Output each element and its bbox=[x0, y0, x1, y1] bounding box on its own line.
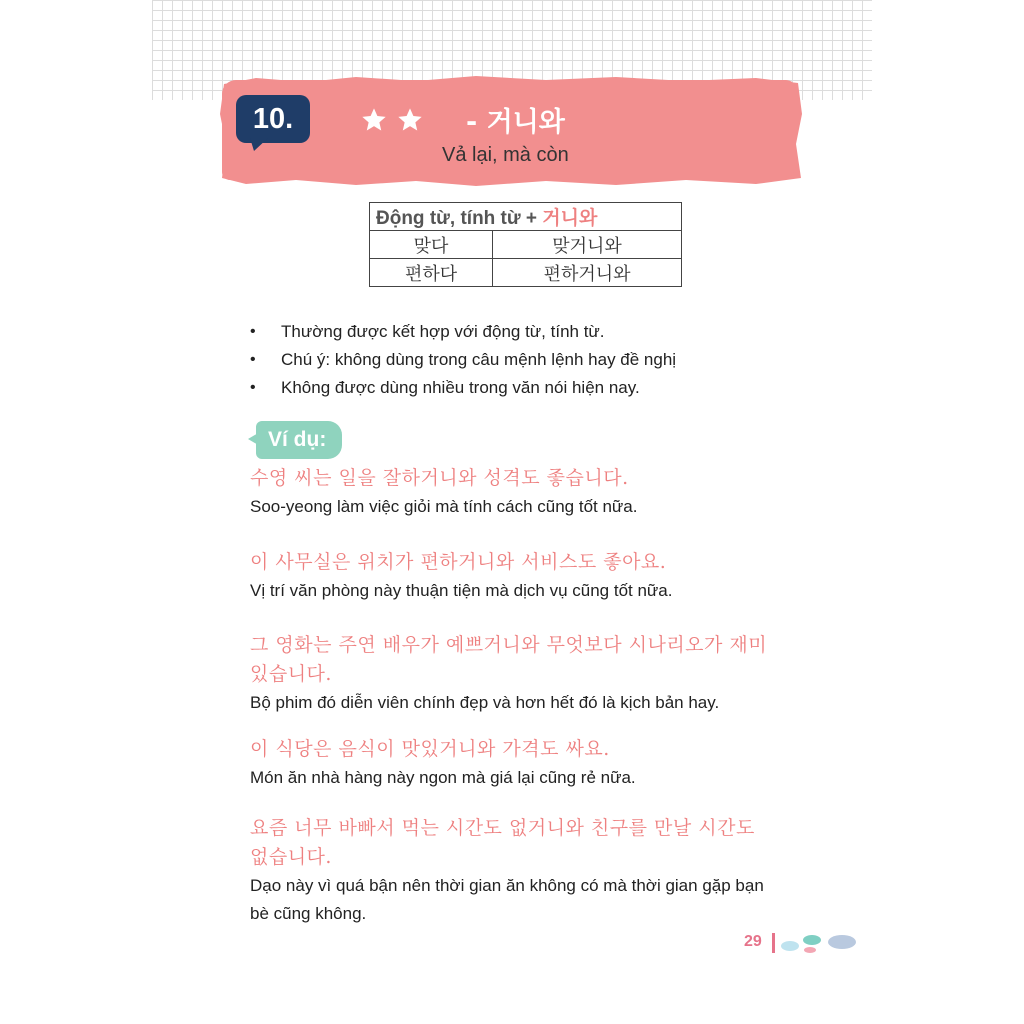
table-cell-conjugated: 편하거니와 bbox=[493, 259, 682, 287]
table-row bbox=[370, 259, 682, 287]
table-cell-conjugated: 맞거니와 bbox=[493, 231, 682, 259]
lesson-number-badge: 10. bbox=[236, 95, 310, 143]
bullet-icon: • bbox=[250, 379, 256, 396]
example-korean: 이 사무실은 위치가 편하거니와 서비스도 좋아요. bbox=[250, 551, 667, 573]
example-vietnamese: Vị trí văn phòng này thuận tiện mà dịch vụ cũng tốt nữa. bbox=[250, 581, 673, 600]
bullet-icon: • bbox=[250, 323, 256, 340]
example-item bbox=[250, 814, 775, 928]
formula-head-suffix: 거니와 bbox=[542, 208, 598, 229]
example-vietnamese: Soo-yeong làm việc giỏi mà tính cách cũng tốt nữa. bbox=[250, 497, 638, 516]
table-cell-base: 편하다 bbox=[370, 259, 493, 287]
list-item bbox=[250, 374, 676, 402]
example-item bbox=[250, 548, 775, 605]
star-icon bbox=[360, 106, 388, 134]
formula-table bbox=[369, 202, 682, 287]
bullet-icon: • bbox=[250, 351, 256, 368]
list-item bbox=[250, 318, 676, 346]
example-vietnamese: Dạo này vì quá bận nên thời gian ăn không có mà thời gian gặp bạn bè cũng không. bbox=[250, 876, 764, 923]
example-vietnamese: Món ăn nhà hàng này ngon mà giá lại cũng rẻ nữa. bbox=[250, 768, 636, 787]
difficulty-stars bbox=[360, 106, 424, 134]
formula-table-header-row bbox=[370, 203, 682, 231]
usage-notes bbox=[250, 318, 676, 402]
example-label: Ví dụ: bbox=[256, 421, 342, 459]
grammar-title: - 거니와 bbox=[466, 107, 565, 138]
page-number: 29 bbox=[744, 933, 762, 950]
example-item bbox=[250, 464, 775, 521]
table-row bbox=[370, 231, 682, 259]
example-korean: 수영 씨는 일을 잘하거니와 성격도 좋습니다. bbox=[250, 467, 629, 489]
example-korean: 요즘 너무 바빠서 먹는 시간도 없거니와 친구를 만날 시간도 없습니다. bbox=[250, 817, 755, 868]
example-item bbox=[250, 735, 775, 792]
note-text: Thường được kết hợp với động từ, tính từ. bbox=[281, 322, 605, 341]
grammar-meaning: Vả lại, mà còn bbox=[442, 144, 569, 166]
example-item bbox=[250, 631, 775, 717]
example-korean: 이 식당은 음식이 맛있거니와 가격도 싸요. bbox=[250, 738, 610, 760]
star-icon bbox=[396, 106, 424, 134]
badge-tail bbox=[250, 138, 270, 152]
note-text: Không được dùng nhiều trong văn nói hiện nay. bbox=[281, 378, 640, 397]
page-number-divider bbox=[772, 933, 775, 953]
table-cell-base: 맞다 bbox=[370, 231, 493, 259]
example-korean: 그 영화는 주연 배우가 예쁘거니와 무엇보다 시나리오가 재미있습니다. bbox=[250, 634, 768, 685]
cloud-icon bbox=[780, 930, 860, 956]
formula-head-prefix: Động từ, tính từ + bbox=[376, 208, 543, 229]
formula-header-cell bbox=[370, 203, 682, 231]
list-item bbox=[250, 346, 676, 374]
example-vietnamese: Bộ phim đó diễn viên chính đẹp và hơn hết đó là kịch bản hay. bbox=[250, 693, 720, 712]
note-text: Chú ý: không dùng trong câu mệnh lệnh hay đề nghị bbox=[281, 350, 677, 369]
